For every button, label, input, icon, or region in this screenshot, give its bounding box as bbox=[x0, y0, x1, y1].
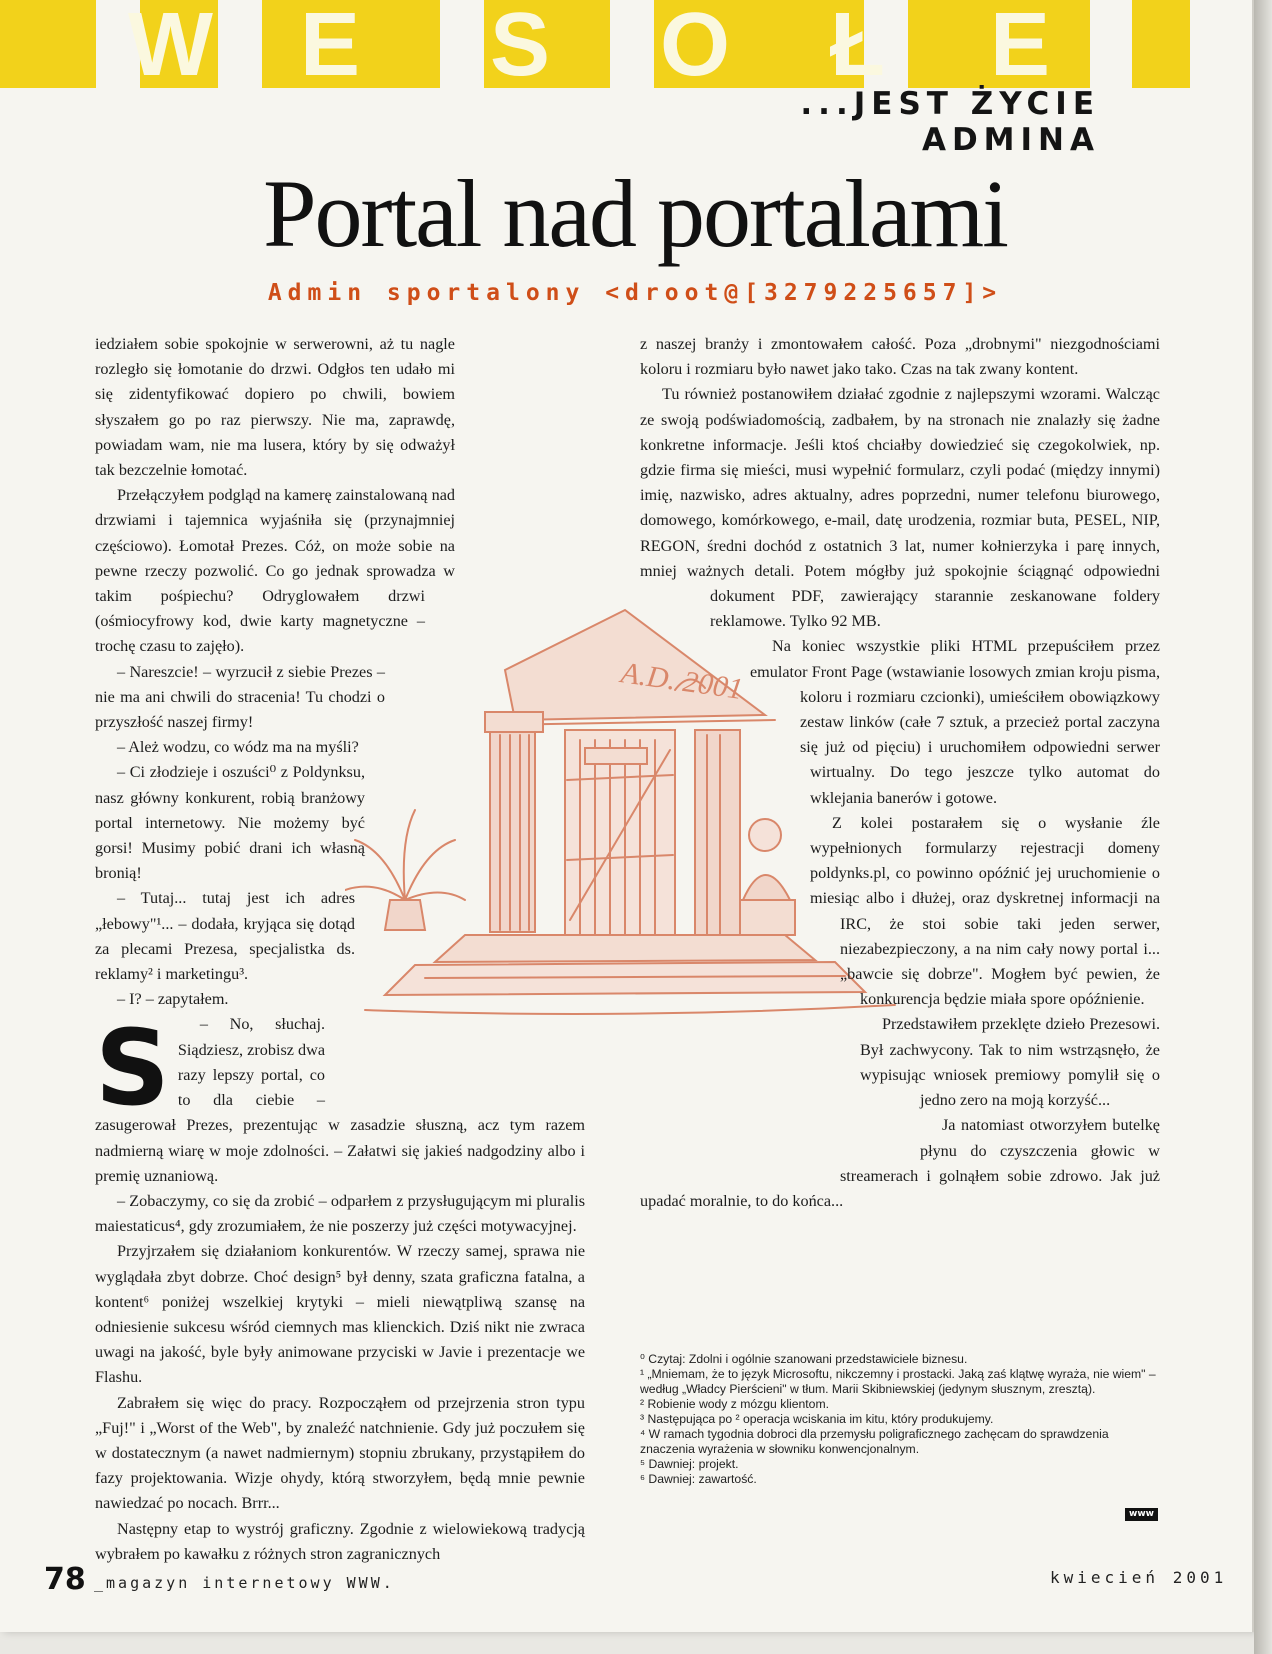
issue-date: kwiecień 2001 bbox=[1050, 1568, 1228, 1587]
paragraph: – Zobaczymy, co się da zrobić – odparłem z przysługującym mi pluralis maiestaticus⁴, gdy zrozumiałem, że nie poszerzy już części motywacyjnej. bbox=[95, 1191, 585, 1236]
article-title: Portal nad portalami bbox=[263, 160, 1007, 267]
paragraph: – No, słuchaj. Siądziesz, zrobisz dwa razy lepszy portal, co to dla ciebie – zasugerował Prezes, prezentując w zasadzie słuszną, acz tym razem nadmierną wiarę w moje zdolności. – Załatwi się jakieś nadgodziny albo i premię uznaniową. bbox=[95, 1015, 585, 1185]
paragraph: iedziałem sobie spokojnie w serwerowni, aż tu nagle rozległo się łomotanie do drzwi. Odgłos ten udało mi się zidentyfikować dopiero po chwili, bowiem słyszałem go po raz pierwszy. Nie ma, zaprawdę, powiadam wam, nie ma lusera, który by się odważył tak bezczelnie łomotać. bbox=[95, 335, 455, 480]
band-letters bbox=[0, 0, 1260, 95]
band-letter: E bbox=[300, 0, 361, 95]
www-badge: www bbox=[1125, 1508, 1158, 1521]
band-letter: O bbox=[660, 0, 731, 95]
paragraph: Z kolei postarałem się o wysłanie źle wypełnionych formularzy rejestracji domeny poldynks.pl, co powinno opóźnić jej uruchomienie o miesiąc albo i dłużej, oraz dyskretnej informacji na IRC, że stoi sobie taki jeden serwer, niezabezpieczony, a na nim cały nowy portal i... „bawcie się dobrze". Mogłem być pewien, że konkurencja będzie miała spore opóźnienie. bbox=[810, 813, 1160, 1009]
article-column-right bbox=[640, 332, 1160, 1214]
article-byline: Admin sportalony <droot@[3279225657]> bbox=[267, 280, 1003, 306]
paragraph: Przedstawiłem przeklęte dzieło Prezesowi. Był zachwycony. Tak to nim wstrząsnęło, że wypisując wniosek premiowy pomylił się o jedno zero na moją korzyść... bbox=[860, 1015, 1160, 1110]
band-letter: Ł bbox=[830, 0, 885, 95]
paragraph: Przełączyłem podgląd na kamerę zainstalowaną nad drzwiami i tajemnica wyjaśniła się (przynajmniej częściowo). Łomotał Prezes. Cóż, on może sobie na pewne rzeczy pozwolić. Co go jednak sprowadza w takim pośpiechu? Odryglowałem drzwi (ośmiocyfrowy kod, dwie karty magnetyczne – trochę czasu to zajęło). bbox=[95, 486, 455, 656]
paragraph: – Ależ wodzu, co wódz ma na myśli? bbox=[117, 738, 359, 757]
magazine-name: _magazyn internetowy WWW. bbox=[94, 1574, 395, 1592]
paragraph: Zabrałem się więc do pracy. Rozpocząłem od przejrzenia stron typu „Fuj!" i „Worst of the Web", by znaleźć natchnienie. Gdy już poczułem się w dostatecznym (a nawet nadmiernym) stopniu zbrukany, przystąpiłem do fazy projektowania. Wizje ohydy, którą stworzyłem, będą mnie pewnie nawiedzać po nocach. Brrr... bbox=[95, 1393, 585, 1513]
drop-cap: S bbox=[95, 1007, 170, 1129]
footnote: ³ Następująca po ² operacja wciskania im kitu, który produkujemy. bbox=[640, 1412, 994, 1426]
illustration-inscription: A.D. 2001 bbox=[619, 656, 745, 706]
footnote: ² Robienie wody z mózgu klientom. bbox=[640, 1397, 829, 1411]
paragraph: Ja natomiast otworzyłem butelkę płynu do czyszczenia głowic w streamerach i golnąłem sobie zdrowo. Jak już upadać moralnie, to do końca... bbox=[640, 1116, 1160, 1210]
paragraph: – Tutaj... tutaj jest ich adres „łebowy"¹... – dodała, kryjąca się dotąd za plecami Prezesa, specjalistka ds. reklamy² i marketingu³. bbox=[95, 889, 355, 984]
paragraph: Następny etap to wystrój graficzny. Zgodnie z wielowiekową tradycją wybrałem po kawałku z różnych stron zagranicznych bbox=[95, 1519, 585, 1563]
footnote: ⁵ Dawniej: projekt. bbox=[640, 1457, 739, 1471]
footnote: ⁴ W ramach tygodnia dobroci dla przemysłu poligraficznego zachęcam do sprawdzenia znaczenia wyrażenia w słowniku konwencjonalnym. bbox=[640, 1427, 1109, 1456]
band-letter: E bbox=[990, 0, 1051, 95]
band-letter: W bbox=[128, 0, 213, 95]
page-number: 78 bbox=[44, 1562, 86, 1597]
paragraph: – Ci złodzieje i oszuści⁰ z Poldynksu, nasz główny konkurent, robią branżowy portal internetowy. Nie możemy być gorsi! Musimy pobić drani ich własną bronią! bbox=[95, 763, 365, 883]
section-kicker: ...JEST ŻYCIE ADMINA bbox=[800, 86, 1100, 158]
footnote: ⁶ Dawniej: zawartość. bbox=[640, 1472, 757, 1486]
footnote: ⁰ Czytaj: Zdolni i ogólnie szanowani przedstawiciele biznesu. bbox=[640, 1352, 968, 1366]
article-column-left bbox=[95, 332, 585, 1567]
footnote: ¹ „Mniemam, że to język Microsoftu, nikczemny i prostacki. Jaką zaś klątwę wyraża, nie wiem" – według „Władcy Pierścieni" w tłum. Marii Skibniewskiej (jedynym słusznym, zresztą). bbox=[640, 1367, 1156, 1396]
paragraph: – Nareszcie! – wyrzucił z siebie Prezes – nie ma ani chwili do stracenia! Tu chodzi o przyszłość naszej firmy! bbox=[95, 662, 385, 732]
page-edge bbox=[1254, 0, 1272, 1654]
band-letter: S bbox=[490, 0, 551, 95]
footnotes bbox=[640, 1352, 1160, 1487]
paragraph: Na koniec wszystkie pliki HTML przepuściłem przez emulator Front Page (wstawianie losowych zmian kroju pisma, koloru i rozmiaru czcionki), umieściłem obowiązkowy zestaw linków (całe 7 sztuk, a przecież portal zaczyna się już od pięciu) i uruchomiłem odpowiedni serwer wirtualny. Do tego jeszcze tylko automat do wklejania banerów i gotowe. bbox=[750, 637, 1160, 807]
paragraph: z naszej branży i zmontowałem całość. Poza „drobnymi" niezgodnościami koloru i rozmiaru było nawet jako tako. Czas na tak zwany kontent. bbox=[640, 335, 1160, 379]
paragraph: Przyjrzałem się działaniom konkurentów. W rzeczy samej, sprawa nie wyglądała zbyt dobrze. Choć design⁵ był denny, szata graficzna fatalna, a kontent⁶ poniżej wszelkiej krytyki – mieli niewątpliwą szansę na odniesienie sukcesu wśród ciemnych mas klienckich. Dziś nikt nie zwraca uwagi na jakość, byle były animowane przyciski w Javie i prezentacje we Flashu. bbox=[95, 1242, 585, 1387]
paragraph: – I? – zapytałem. bbox=[117, 990, 229, 1009]
paragraph: Tu również postanowiłem działać zgodnie z najlepszymi wzorami. Walcząc ze swoją podświadomością, zadbałem, by na stronach nie znalazły się żadne konkretne informacje. Jeśli ktoś chciałby dowiedzieć się czegokolwiek, np. gdzie firma się mieści, musi wypełnić formularz, czyli podać (między innymi) imię, nazwisko, adres aktualny, adres poprzedni, numer telefonu biurowego, domowego, komórkowego, e-mail, datę urodzenia, rozmiar buta, PESEL, NIP, REGON, średni dochód z ostatnich 3 lat, numer kołnierzyka i parę innych, mniej ważnych detali. Potem mógłby już spokojnie ściągnąć odpowiedni dokument PDF, zawierający starannie zeskanowane foldery reklamowe. Tylko 92 MB. bbox=[640, 385, 1160, 631]
